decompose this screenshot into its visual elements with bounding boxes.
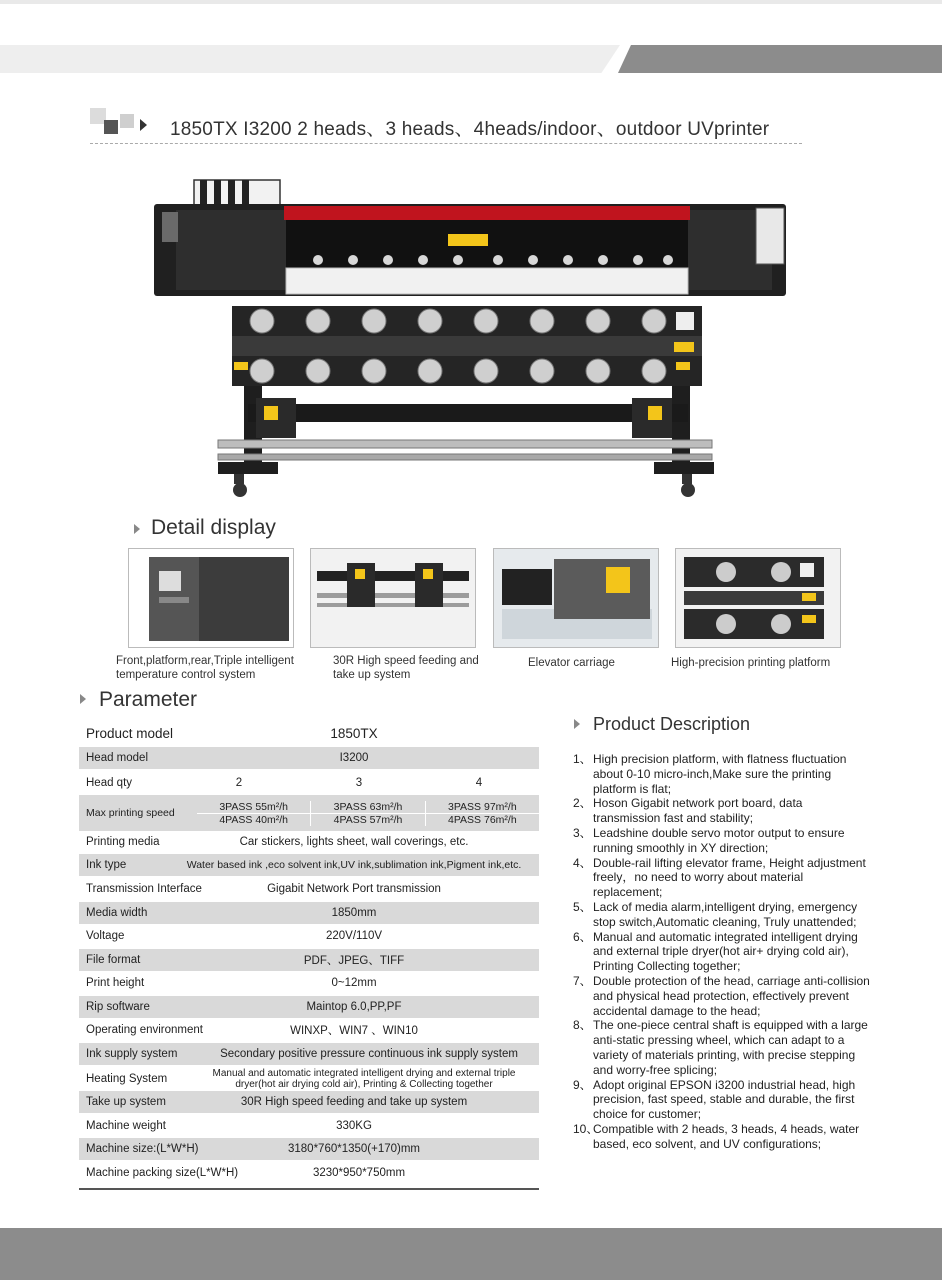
list-text: The one-piece central shaft is equipped with a large anti-static pressing wheel, which can adapt to a variety of materials printing, with precise stepping and worry-free splicing; (593, 1018, 868, 1077)
table-row (79, 925, 539, 947)
list-item (573, 752, 873, 796)
table-row (79, 831, 539, 853)
table-key: Max printing speed (86, 807, 175, 819)
detail-caption: High-precision printing platform (671, 657, 831, 669)
table-key: Ink supply system (86, 1048, 178, 1060)
table-key: Machine packing size(L*W*H) (86, 1167, 239, 1179)
list-item (573, 826, 873, 856)
list-number: 2、 (573, 796, 592, 811)
list-text: Hoson Gigabit network port board, data transmission fast and stability; (593, 796, 803, 826)
table-cell: 3PASS 63m²/h (311, 801, 425, 813)
list-number: 8、 (573, 1018, 592, 1033)
printer-image (148, 176, 798, 506)
list-text: Manual and automatic integrated intelligent drying and external triple dryer(hot air+ drying cold air), Printing Collecting together; (593, 929, 858, 974)
parameter-heading: Parameter (99, 688, 198, 711)
table-cell: 4PASS 76m²/h (447, 813, 517, 826)
decor-square-icon (104, 120, 118, 134)
table-row (79, 996, 539, 1018)
header-band-light (0, 45, 620, 73)
list-text: Adopt original EPSON i3200 industrial head, high precision, fast speed, stable and durable, the first choice for customer; (593, 1077, 856, 1122)
table-cell: 2 (235, 777, 243, 789)
table-value: 1850mm (331, 907, 377, 919)
table-value: PDF、JPEG、TIFF (303, 955, 405, 967)
description-list (573, 752, 873, 1152)
detail-image-front-platform (128, 548, 294, 648)
table-row (79, 772, 539, 794)
table-row (79, 972, 539, 994)
table-value: Maintop 6.0,PP,PF (306, 1001, 402, 1013)
table-value: 1850TX (330, 725, 378, 741)
detail-image-take-up (310, 548, 476, 648)
list-item (573, 1078, 873, 1122)
list-number: 5、 (573, 899, 592, 914)
table-cell: 4PASS 40m²/h (197, 814, 311, 826)
top-border (0, 0, 942, 4)
table-value: 3230*950*750mm (312, 1167, 406, 1179)
table-key: Head model (86, 752, 149, 764)
list-text: Compatible with 2 heads, 3 heads, 4 heads, water based, eco solvent, and UV configurations; (593, 1121, 860, 1151)
table-key: Operating environment (86, 1024, 203, 1036)
table-row (79, 1066, 539, 1092)
table-key: Head qty (86, 777, 133, 789)
table-value: 3180*760*1350(+170)mm (287, 1143, 421, 1155)
list-item (573, 856, 873, 900)
section-arrow-icon (134, 524, 140, 534)
table-key: Voltage (86, 930, 125, 942)
head-qty-cols (179, 777, 539, 789)
header-band-dark (618, 45, 942, 73)
table-row (79, 1162, 539, 1184)
table-value: Manual and automatic integrated intelligent drying and external triple dryer(hot air drying cold air), Printing & Collecting together (212, 1068, 516, 1090)
detail-caption: Elevator carriage (528, 657, 615, 669)
detail-image-printing-platform (675, 548, 841, 648)
table-row (79, 1091, 539, 1113)
table-cell: 4PASS 57m²/h (311, 814, 425, 826)
table-row (79, 1019, 539, 1041)
detail-caption: 30R High speed feeding and take up system (333, 655, 479, 681)
decor-square-icon (120, 114, 134, 128)
list-item (573, 900, 873, 930)
table-row (79, 1115, 539, 1137)
table-value: Water based ink ,eco solvent ink,UV ink,sublimation ink,Pigment ink,etc. (186, 859, 522, 871)
table-key: Rip software (86, 1001, 150, 1013)
table-key: File format (86, 954, 141, 966)
table-key: Machine size:(L*W*H) (86, 1143, 199, 1155)
table-value: 0~12mm (331, 977, 377, 989)
description-heading: Product Description (593, 714, 751, 734)
detail-image-elevator-carriage (493, 548, 659, 648)
table-value: 220V/110V (325, 930, 383, 942)
table-row (79, 747, 539, 769)
list-text: Leadshine double servo motor output to ensure running smoothly in XY direction; (593, 825, 845, 855)
detail-caption: Front,platform,rear,Triple intelligent temperature control system (116, 655, 294, 681)
speed-line (197, 801, 539, 814)
table-row (79, 1138, 539, 1160)
table-key: Ink type (86, 859, 127, 871)
list-item (573, 1122, 873, 1152)
list-text: Double-rail lifting elevator frame, Height adjustment freely，no need to worry about material replacement; (593, 855, 866, 900)
table-row (79, 1043, 539, 1065)
table-key: Machine weight (86, 1120, 166, 1132)
table-key: Media width (86, 907, 148, 919)
list-number: 6、 (573, 929, 592, 944)
footer-band (0, 1228, 942, 1280)
play-arrow-icon (140, 119, 147, 131)
table-key: Transmission Interface (86, 883, 202, 895)
speed-line (197, 814, 539, 826)
list-number: 3、 (573, 825, 592, 840)
table-key: Print height (86, 977, 145, 989)
table-value: 30R High speed feeding and take up system (240, 1096, 468, 1108)
table-cell: 3PASS 55m²/h (197, 801, 311, 813)
table-row (79, 854, 539, 876)
table-value: Secondary positive pressure continuous ink supply system (220, 1048, 518, 1060)
section-arrow-icon (80, 694, 86, 704)
list-text: Lack of media alarm,intelligent drying, emergency stop switch,Automatic cleaning, Truly unattended; (593, 899, 858, 929)
table-value: 330KG (336, 1120, 372, 1132)
table-bottom-rule (79, 1188, 539, 1190)
table-cell: 3 (355, 777, 363, 789)
list-number: 4、 (573, 855, 592, 870)
list-text: Double protection of the head, carriage anti-collision and physical head protection, effectively prevent accidental damage to the head; (593, 973, 870, 1018)
list-item (573, 930, 873, 974)
table-value: WINXP、WIN7 、WIN10 (290, 1025, 418, 1037)
list-item (573, 974, 873, 1018)
page-title: 1850TX I3200 2 heads、3 heads、4heads/indoor、outdoor UVprinter (170, 119, 770, 140)
table-row (79, 949, 539, 971)
table-value: Car stickers, lights sheet, wall coverings, etc. (239, 836, 469, 848)
table-row (79, 722, 539, 744)
speed-values (197, 801, 539, 826)
list-item (573, 796, 873, 826)
table-key: Take up system (86, 1096, 166, 1108)
list-item (573, 1018, 873, 1077)
table-value: Gigabit Network Port transmission (267, 883, 441, 895)
table-row (79, 795, 539, 831)
table-key: Printing media (86, 836, 160, 848)
table-row (79, 902, 539, 924)
title-divider (90, 143, 802, 144)
list-number: 7、 (573, 973, 592, 988)
list-number: 9、 (573, 1077, 592, 1092)
table-row (79, 878, 539, 900)
detail-heading: Detail display (151, 516, 276, 539)
table-value: I3200 (339, 752, 369, 764)
table-cell: 3PASS 97m²/h (447, 800, 517, 813)
table-key: Heating System (86, 1073, 168, 1085)
list-text: High precision platform, with flatness fluctuation about 0-10 micro-inch,Make sure the printing platform is flat; (593, 752, 847, 796)
table-cell: 4 (475, 777, 483, 789)
section-arrow-icon (574, 719, 580, 729)
table-key: Product model (86, 725, 174, 741)
list-number: 10、 (573, 1121, 599, 1136)
list-number: 1、 (573, 752, 592, 766)
